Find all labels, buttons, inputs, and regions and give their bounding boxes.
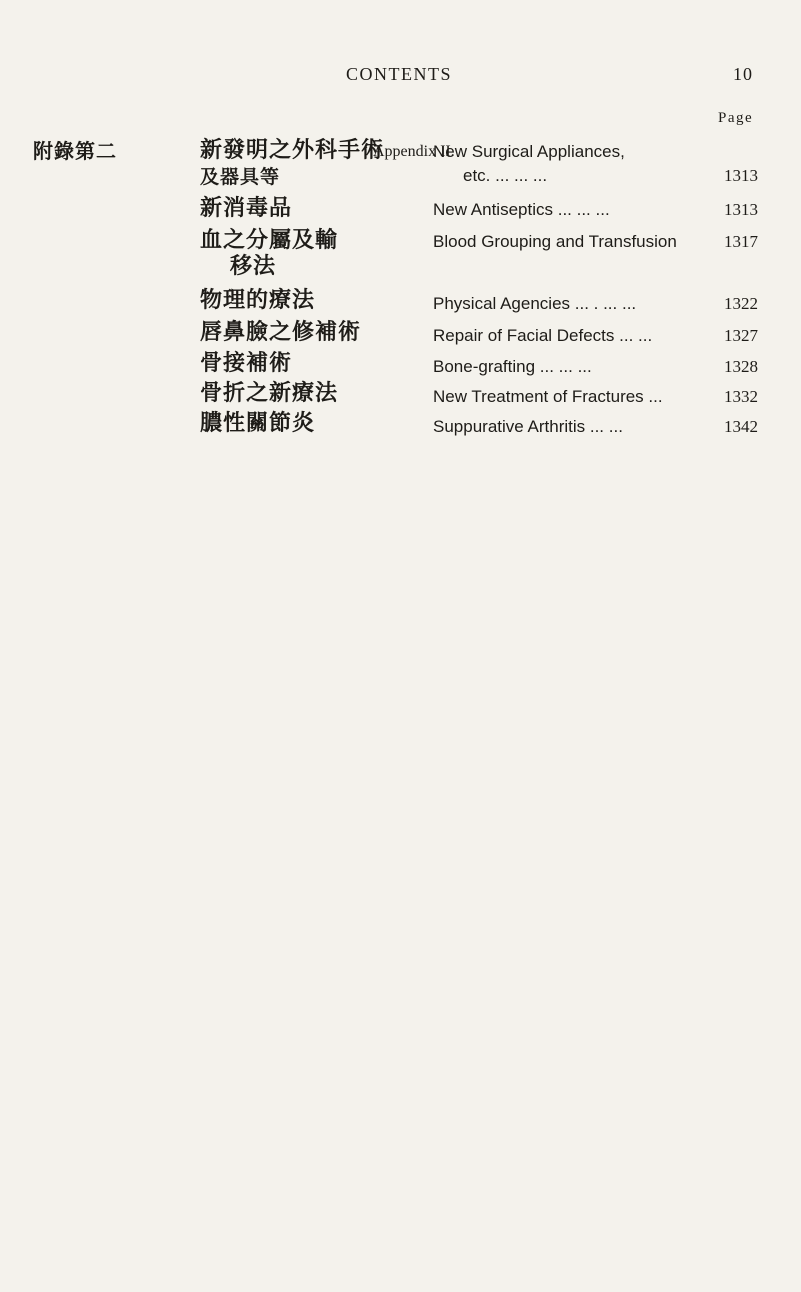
- contents-entry: [0, 381, 801, 411]
- chinese-line: 物理的療法: [200, 288, 316, 313]
- english-line: Suppurative Arthritis ... ...: [433, 417, 623, 436]
- chinese-line: 新消毒品: [200, 196, 293, 221]
- entry-english-title: [433, 292, 733, 316]
- english-line: Bone-grafting ... ... ...: [433, 357, 592, 376]
- appendix-english-label: Appendix II.: [373, 143, 455, 160]
- contents-entry: [0, 320, 801, 350]
- running-title: CONTENTS: [346, 64, 452, 84]
- entry-chinese-title: [200, 288, 315, 314]
- appendix-chinese-label: 附錄第二: [33, 139, 117, 163]
- contents-entry: [0, 228, 801, 286]
- entry-page-ref: 1317: [724, 232, 758, 251]
- entry-english-title: [433, 355, 733, 379]
- entry-english-title: [433, 198, 733, 222]
- page-number: 10: [733, 64, 753, 84]
- entry-page-ref: 1342: [724, 417, 758, 436]
- english-line: etc. ... ... ...: [463, 166, 548, 185]
- chinese-line: 血之分屬及輸: [200, 228, 339, 253]
- english-line: Physical Agencies ... . ... ...: [433, 294, 637, 313]
- contents-entry: [0, 411, 801, 441]
- page-column-heading: Page: [718, 110, 754, 126]
- entry-page-ref: 1328: [724, 357, 758, 376]
- entry-english-title: [433, 385, 733, 409]
- entry-page-ref: 1313: [724, 200, 758, 219]
- english-line: New Antiseptics ... ... ...: [433, 200, 610, 219]
- entry-english-title: [433, 324, 733, 348]
- entry-chinese-title: [200, 228, 338, 280]
- chinese-line: 及器具等: [200, 166, 281, 188]
- entry-chinese-title: [200, 411, 315, 437]
- entry-chinese-title: [200, 196, 292, 222]
- entry-page-ref: 1327: [724, 326, 758, 345]
- entry-english-title: [433, 230, 733, 254]
- entry-chinese-title: [200, 351, 292, 377]
- entry-page-ref: 1332: [724, 387, 758, 406]
- english-line: Blood Grouping and Transfusion: [433, 232, 677, 251]
- contents-entry: [0, 196, 801, 226]
- contents-entry: [0, 138, 801, 190]
- contents-entry: [0, 288, 801, 318]
- chinese-line: 骨折之新療法: [200, 381, 339, 406]
- english-line: New Surgical Appliances,: [433, 142, 625, 161]
- entry-chinese-title: [33, 138, 385, 190]
- running-header: [0, 64, 801, 94]
- chinese-line: 新發明之外科手術: [200, 138, 385, 163]
- english-line: Repair of Facial Defects ... ...: [433, 326, 653, 345]
- contents-entry: [0, 351, 801, 381]
- chinese-line: 移法: [230, 254, 277, 279]
- contents-list: [0, 138, 801, 436]
- entry-chinese-title: [200, 320, 361, 346]
- english-line: New Treatment of Fractures ...: [433, 387, 663, 406]
- entry-chinese-title: [200, 381, 338, 407]
- entry-english-title: [433, 415, 733, 439]
- entry-page-ref: 1322: [724, 294, 758, 313]
- entry-page-ref: 1313: [724, 166, 758, 185]
- entry-english-title: [373, 140, 733, 188]
- chinese-line: 骨接補術: [200, 351, 293, 376]
- chinese-line: 膿性關節炎: [200, 411, 316, 436]
- chinese-line: 唇鼻臉之修補術: [200, 320, 362, 345]
